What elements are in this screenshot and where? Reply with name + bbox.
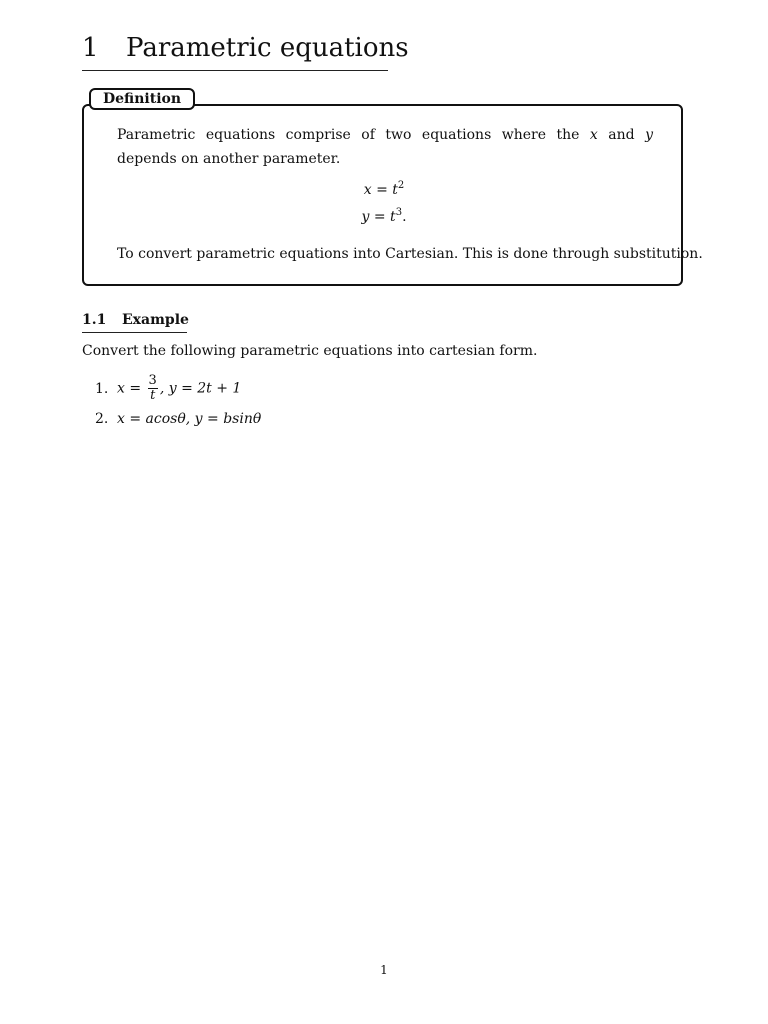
section-title xyxy=(82,32,409,71)
page-number: 1 xyxy=(380,963,388,977)
eq1-exp: 2 xyxy=(397,180,405,191)
eq1-lhs: x xyxy=(363,182,372,198)
definition-tab: Definition xyxy=(89,88,195,110)
eq2-tail: . xyxy=(402,209,407,225)
eq2-exp: 3 xyxy=(395,207,403,218)
subsection-number: 1.1 xyxy=(82,312,107,328)
equation-2 xyxy=(0,207,768,227)
eq2-base: t xyxy=(390,209,396,225)
section-title-text: Parametric equations xyxy=(126,33,409,63)
list-item xyxy=(95,409,261,429)
definition-text-1: Parametric equations comprise of two equations where the xyxy=(117,127,590,143)
fraction xyxy=(148,374,158,403)
definition-text-and: and xyxy=(597,127,646,143)
item-label: 1. xyxy=(95,380,109,397)
var-x: x xyxy=(589,127,598,143)
fraction-denominator: t xyxy=(150,388,156,403)
var-y: y xyxy=(645,127,653,143)
eq1-op: = xyxy=(371,182,393,198)
item-eq: = xyxy=(124,380,146,397)
item-rest: , y = 2t + 1 xyxy=(159,380,242,397)
example-intro: Convert the following parametric equations into cartesian form. xyxy=(82,343,538,359)
section-number: 1 xyxy=(82,33,99,63)
fraction-numerator: 3 xyxy=(148,373,157,388)
eq1-base: t xyxy=(392,182,398,198)
eq2-lhs: y xyxy=(361,209,370,225)
list-item xyxy=(95,374,241,403)
subsection-title xyxy=(82,310,187,333)
definition-paragraph xyxy=(117,123,653,171)
subsection-title-text: Example xyxy=(122,312,189,328)
eq2-op: = xyxy=(369,209,391,225)
definition-paragraph-2: To convert parametric equations into Cartesian. This is done through substitution. xyxy=(117,246,703,262)
definition-text-2: depends on another parameter. xyxy=(117,151,341,167)
item-label: 2. xyxy=(95,411,109,427)
item-lhs: x xyxy=(117,380,125,397)
item-expression: x = acosθ, y = bsinθ xyxy=(117,411,262,427)
equation-1 xyxy=(0,180,768,200)
